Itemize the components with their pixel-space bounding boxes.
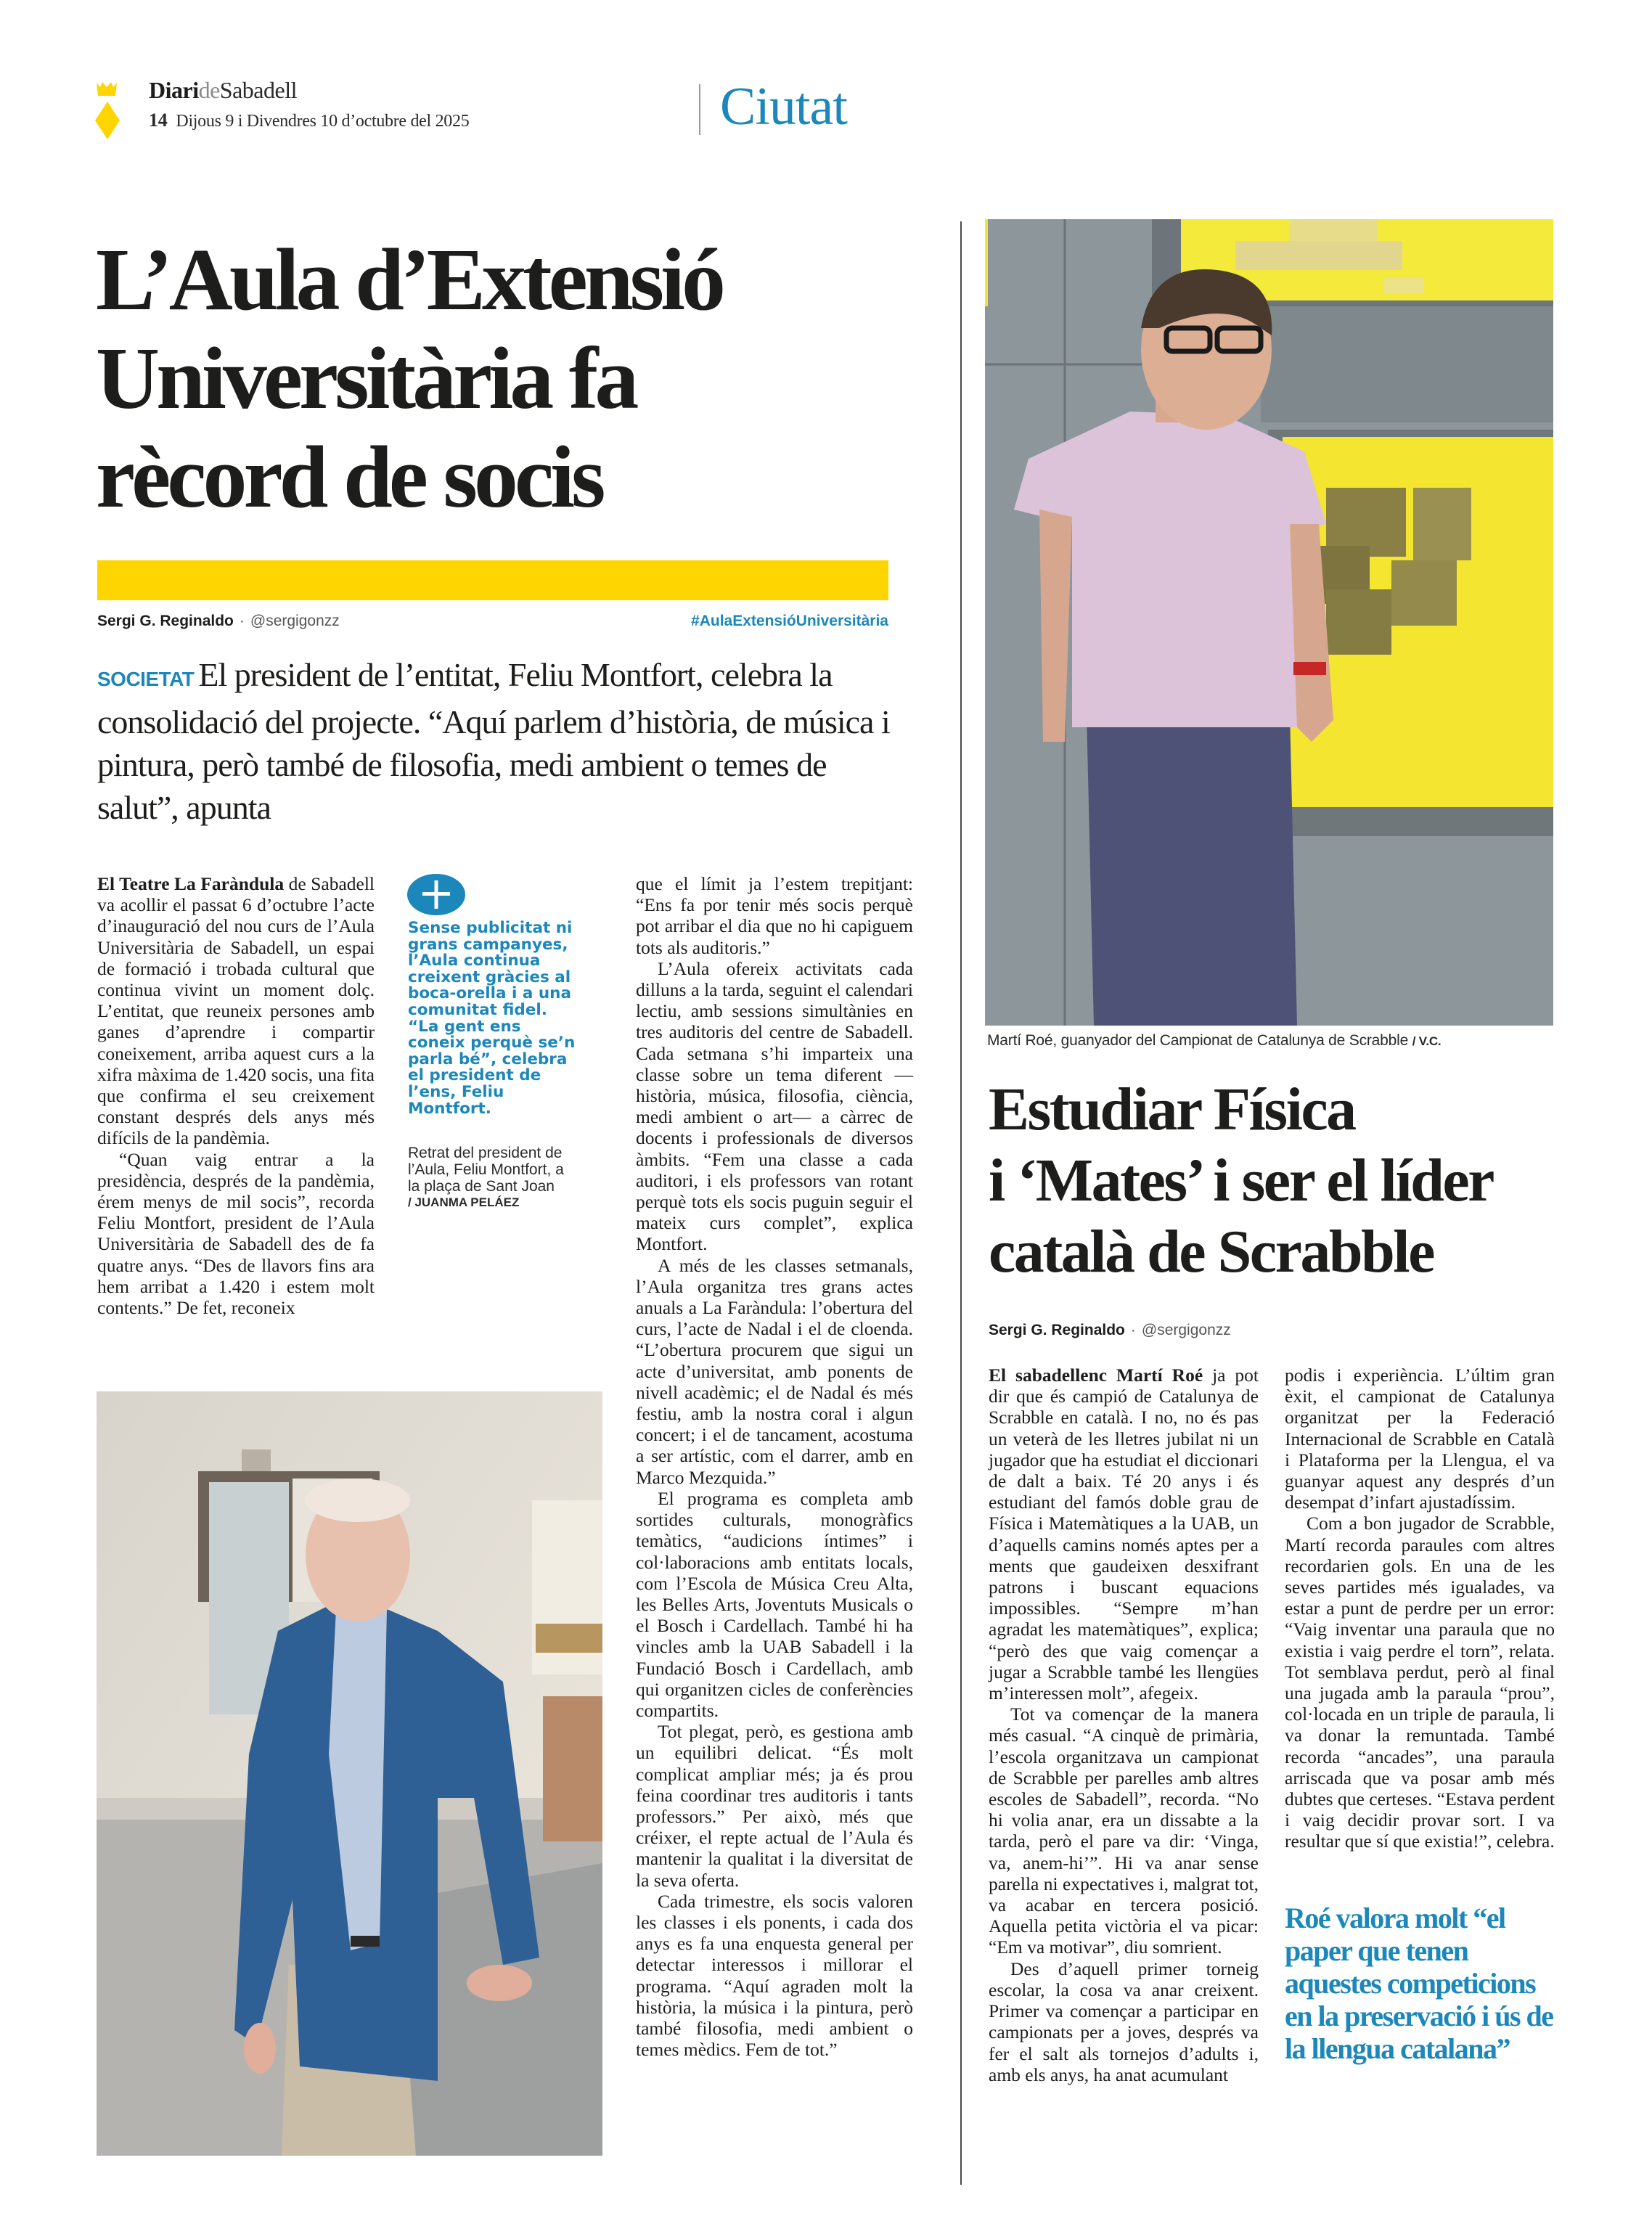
newspaper-brand[interactable] bbox=[149, 78, 297, 102]
body-text: ja pot dir que és campió de Catalunya de Scrabble en català. I no, no és pas un veterà de les lletres jubilat ni un jugador que ha estudiat el diccionari de dalt a baix. Té 20 anys i és estudiant del famós doble grau de Física i Matemàtiques a la UAB, un d’aquells camins només aptes per a ments que gaudeixen desxifrant patrons i buscant equacions impossibles. “Sempre m’han agradat les matemàtiques”, explica; “però des que vaig començar a jugar a Scrabble també les llengües m’interessen molt”, afegeix. bbox=[989, 1365, 1259, 1704]
article1-hashtag[interactable]: #AulaExtensióUniversitària bbox=[691, 613, 888, 629]
issue-date: Dijous 9 i Divendres 10 d’octubre del 2025 bbox=[176, 112, 470, 131]
brand-sabadell: Sabadell bbox=[219, 77, 297, 103]
headline-line: i ‘Mates’ i ser el líder bbox=[989, 1147, 1493, 1214]
photo1-caption bbox=[408, 1145, 575, 1211]
page-number: 14 bbox=[149, 110, 168, 131]
diamond-logo-icon bbox=[95, 102, 120, 139]
body-lead: El Teatre La Faràndula bbox=[97, 873, 285, 894]
headline-line: rècord de socis bbox=[96, 428, 602, 526]
body-paragraph: Tot plegat, però, es gestiona amb un equilibri delicat. “És molt complicat ampliar més; ja és prou feina coordinar tres auditoris i tants professors.” Per això, més que créixer, el repte actual de l’Aula és mantenir la qualitat i la diversitat de la seva oferta. bbox=[636, 1721, 913, 1891]
body-lead: El sabadellenc Martí Roé bbox=[989, 1365, 1203, 1386]
article2-headline bbox=[989, 1074, 1569, 1288]
body-paragraph: podis i experiència. L’últim gran èxit, el campionat de Catalunya organitzat per la Federació Internacional de Scrabble en Català i Plataforma per la Llengua, el va guanyar aquest any després d’un desempat d’infart ajustadíssim. bbox=[1285, 1365, 1555, 1513]
author-name: Sergi G. Reginaldo bbox=[97, 613, 234, 629]
article1-headline bbox=[96, 231, 916, 527]
column-divider bbox=[960, 221, 962, 2185]
body-paragraph bbox=[989, 1365, 1259, 1704]
brand-diari: Diari bbox=[149, 77, 199, 103]
body-paragraph: A més de les classes setmanals, l’Aula organitza tres grans actes anuals a La Faràndula: l’obertura del curs, l’acte de Nadal i el de cloenda. “L’obertura procurem que sigui un acte d’universitat, amb ponents de nivell acadèmic; el de Nadal és més festiu, amb la nostra coral i algun concert; i el de tancament, acostuma a ser artístic, com el darrer, amb en Marco Mezquida.” bbox=[636, 1254, 913, 1488]
byline-separator: · bbox=[1130, 1322, 1136, 1338]
article1-byline bbox=[97, 613, 340, 629]
page-info bbox=[149, 111, 469, 130]
body-paragraph: que el límit ja l’estem trepitjant: “Ens fa por tenir més socis perquè pot arribar el dia que no hi capiguem tots als auditoris.” bbox=[636, 873, 913, 958]
section-title[interactable]: Ciutat bbox=[720, 77, 847, 136]
section-kicker: SOCIETAT bbox=[97, 668, 195, 690]
photo-feliu-montfort[interactable] bbox=[97, 1391, 602, 2156]
body-paragraph: Com a bon jugador de Scrabble, Martí recorda paraules com altres recordarien gols. En una de les seves partides més igualades, va estar a punt de perdre per un error: “Vaig inventar una paraula que no existia i vaig perdre el torn”, relata. Tot semblava perdut, però al final una jugada amb la paraula “prou”, col·locada en un triple de paraula, li va donar la remuntada. També recorda “ancades”, una paraula arriscada que va posar amb més dubtes que certeses. “Estava perdent i vaig decidir provar sort. I va resultar que sí que existia!”, celebra. bbox=[1285, 1513, 1555, 1852]
body-paragraph: El programa es completa amb sortides culturals, monogràfics temàtics, “audicions íntimes” i col·laboracions amb entitats locals, com l’Escola de Música Creu Alta, les Belles Arts, Joventuts Musicals o el Bosch i Cardellach. També hi ha vincles amb la UAB Sabadell i la Fundació Bosch i Cardellach, amb qui organitzen cicles de conferències compartits. bbox=[636, 1487, 913, 1721]
body-text: de Sabadell va acollir el passat 6 d’octubre l’acte d’inauguració del nou curs de l’Aula Universitària de Sabadell, un espai de formació i trobada cultural que continua vivint un moment dolç. L’entitat, que reuneix persones amb ganes d’aprendre i compartir coneixement, arriba aquest curs a la xifra màxima de 1.420 socis, una fita que confirma el seu creixement constant després dels anys més difícils de la pandèmia. bbox=[97, 873, 375, 1149]
photo-marti-roe[interactable] bbox=[985, 219, 1553, 1026]
body-paragraph: Des d’aquell primer torneig escolar, la cosa va anar creixent. Primer va començar a participar en campionats per a joves, després va fer el salt als tornejos d’adults i, amb els anys, ha anat acumulant bbox=[989, 1958, 1259, 2085]
photo2-caption bbox=[987, 1032, 1553, 1049]
caption-text: Retrat del president de l’Aula, Feliu Montfort, a la plaça de Sant Joan bbox=[408, 1145, 564, 1195]
body-paragraph: Cada trimestre, els socis valoren les classes i els ponents, i cada dos anys es fa una enquesta general per detectar interessos i millorar el programa. “Aquí agraden molt la història, la música i la pintura, però també filosofia, medi ambient o temes mèdics. Fem de tot.” bbox=[636, 1890, 913, 2061]
yellow-accent-bar bbox=[97, 560, 888, 600]
body-paragraph bbox=[97, 873, 375, 1149]
section-divider bbox=[699, 84, 700, 135]
article1-column-3 bbox=[636, 873, 913, 2060]
caption-text: Martí Roé, guanyador del Campionat de Catalunya de Scrabble bbox=[987, 1032, 1409, 1049]
portrait-illustration bbox=[97, 1391, 602, 2156]
body-paragraph: Tot va començar de la manera més casual. “A cinquè de primària, l’escola organitzava un campionat de Scrabble per parelles amb altres escoles de Sabadell”, recorda. “No hi volia anar, era un dissabte a la tarda, però el pare va dir: ‘Vinga, va, anem-hi’”. Hi va anar sense parella ni expectatives i, malgrat tot, va acabar en tercera posició. Aquella petita victòria el va picar: “Em va motivar”, diu somrient. bbox=[989, 1704, 1259, 1958]
headline-line: català de Scrabble bbox=[989, 1218, 1434, 1285]
article1-standfirst bbox=[97, 653, 896, 829]
portrait-illustration bbox=[985, 219, 1553, 1026]
plus-icon bbox=[407, 874, 465, 915]
headline-line: L’Aula d’Extensió bbox=[96, 231, 723, 329]
headline-line: Universitària fa bbox=[96, 330, 636, 428]
pull-quote: Roé valora molt “el paper que tenen aquestes competicions en la preservació i ús de la llengua catalana” bbox=[1285, 1902, 1553, 2065]
article2-column-1 bbox=[989, 1365, 1259, 2085]
author-handle[interactable]: @sergigonzz bbox=[250, 613, 340, 629]
photo-credit: / JUANMA PELÁEZ bbox=[408, 1195, 520, 1210]
photo-credit: / V.C. bbox=[1412, 1034, 1442, 1048]
author-name: Sergi G. Reginaldo bbox=[989, 1322, 1125, 1338]
standfirst-text: El president de l’entitat, Feliu Montfort, celebra la consolidació del projecte. “Aquí parlem d’història, de música i pintura, però també de filosofia, medi ambient o temes de salut”, apunta bbox=[97, 656, 890, 826]
author-handle[interactable]: @sergigonzz bbox=[1141, 1322, 1231, 1338]
headline-line: Estudiar Física bbox=[989, 1076, 1355, 1143]
article2-column-2 bbox=[1285, 1365, 1555, 1852]
article2-byline bbox=[989, 1322, 1231, 1338]
crown-logo-icon bbox=[96, 81, 118, 97]
body-paragraph: “Quan vaig entrar a la presidència, després de la pandèmia, érem menys de mil socis”, recorda Feliu Montfort, president de l’Aula Universitària de Sabadell des de fa quatre anys. “Des de llavors fins ara hem arribat a 1.420 i estem molt contents.” De fet, reconeix bbox=[97, 1148, 375, 1319]
sidebar-highlight: Sense publicitat ni grans campanyes, l’Aula continua creixent gràcies al boca-orella i a una comunitat fidel. “La gent ens coneix perquè se’n parla bé”, celebra el president de l’ens, Feliu Montfort. bbox=[408, 919, 576, 1118]
byline-separator: · bbox=[239, 613, 245, 629]
body-paragraph: L’Aula ofereix activitats cada dilluns a la tarda, seguint el calendari lectiu, amb sessions simultànies en tres auditoris del centre de Sabadell. Cada setmana s’hi imparteix una classe sobre un tema diferent —història, música, filosofia, ciència, medi ambient o art— a càrrec de docents i professionals de diversos àmbits. “Fem una classe a cada auditori, i els professors van rotant perquè tots els socis puguin seguir el mateix curs complet”, explica Montfort. bbox=[636, 957, 913, 1255]
article1-column-1 bbox=[97, 873, 375, 1318]
brand-de: de bbox=[198, 77, 220, 103]
